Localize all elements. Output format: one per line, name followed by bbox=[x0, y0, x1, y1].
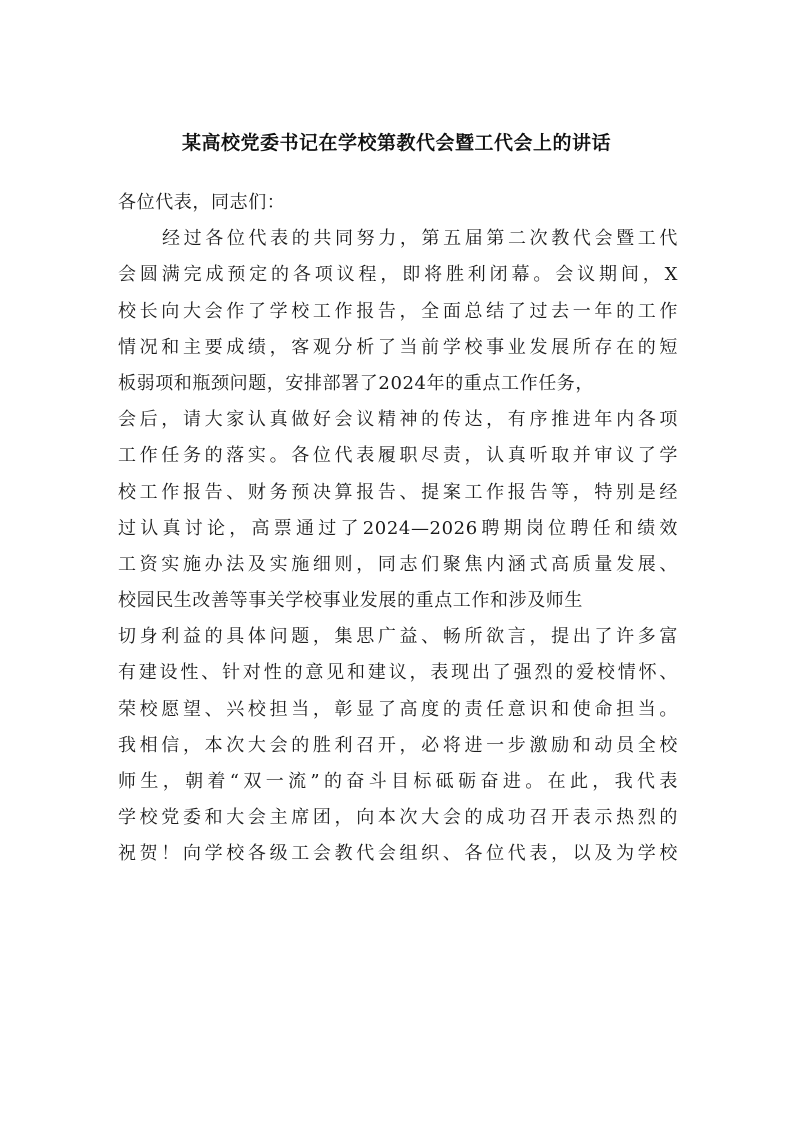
salutation: 各位代表，同志们： bbox=[118, 192, 286, 213]
body-line: 校长向大会作了学校工作报告，全面总结了过去一年的工作 bbox=[118, 300, 678, 322]
body-line: 情况和主要成绩，客观分析了当前学校事业发展所存在的短 bbox=[118, 336, 678, 358]
body-line: 有建设性、针对性的意见和建议，表现出了强烈的爱校情怀、 bbox=[118, 662, 678, 684]
body-line: 板弱项和瓶颈问题，安排部署了2024年的重点工作任务， bbox=[118, 372, 595, 394]
body-line: 祝贺！向学校各级工会教代会组织、各位代表，以及为学校 bbox=[118, 843, 678, 865]
body-line: 师生，朝着“双一流”的奋斗目标砥砺奋进。在此，我代表 bbox=[118, 771, 678, 792]
body-line: 荣校愿望、兴校担当，彰显了高度的责任意识和使命担当。 bbox=[118, 698, 678, 720]
body-line: 经过各位代表的共同努力，第五届第二次教代会暨工代 bbox=[162, 228, 678, 250]
body-line: 工作任务的落实。各位代表履职尽责，认真听取并审议了学 bbox=[118, 445, 678, 467]
body-line: 我相信，本次大会的胜利召开，必将进一步激励和动员全校 bbox=[118, 734, 678, 756]
body-line: 工资实施办法及实施细则，同志们聚焦内涵式高质量发展、 bbox=[118, 553, 678, 575]
document-body bbox=[118, 185, 678, 873]
body-line: 校园民生改善等事关学校事业发展的重点工作和涉及师生 bbox=[118, 590, 583, 612]
body-line: 过认真讨论，高票通过了2024—2026聘期岗位聘任和绩效 bbox=[118, 517, 678, 539]
body-line: 学校党委和大会主席团，向本次大会的成功召开表示热烈的 bbox=[118, 807, 678, 829]
body-line: 切身利益的具体问题，集思广益、畅所欲言，提出了许多富 bbox=[118, 626, 678, 648]
document-title: 某高校党委书记在学校第教代会暨工代会上的讲话 bbox=[181, 132, 611, 154]
body-line: 校工作报告、财务预决算报告、提案工作报告等，特别是经 bbox=[118, 481, 678, 503]
body-line: 会圆满完成预定的各项议程，即将胜利闭幕。会议期间，X bbox=[118, 264, 678, 286]
body-line: 会后，请大家认真做好会议精神的传达，有序推进年内各项 bbox=[118, 409, 678, 431]
